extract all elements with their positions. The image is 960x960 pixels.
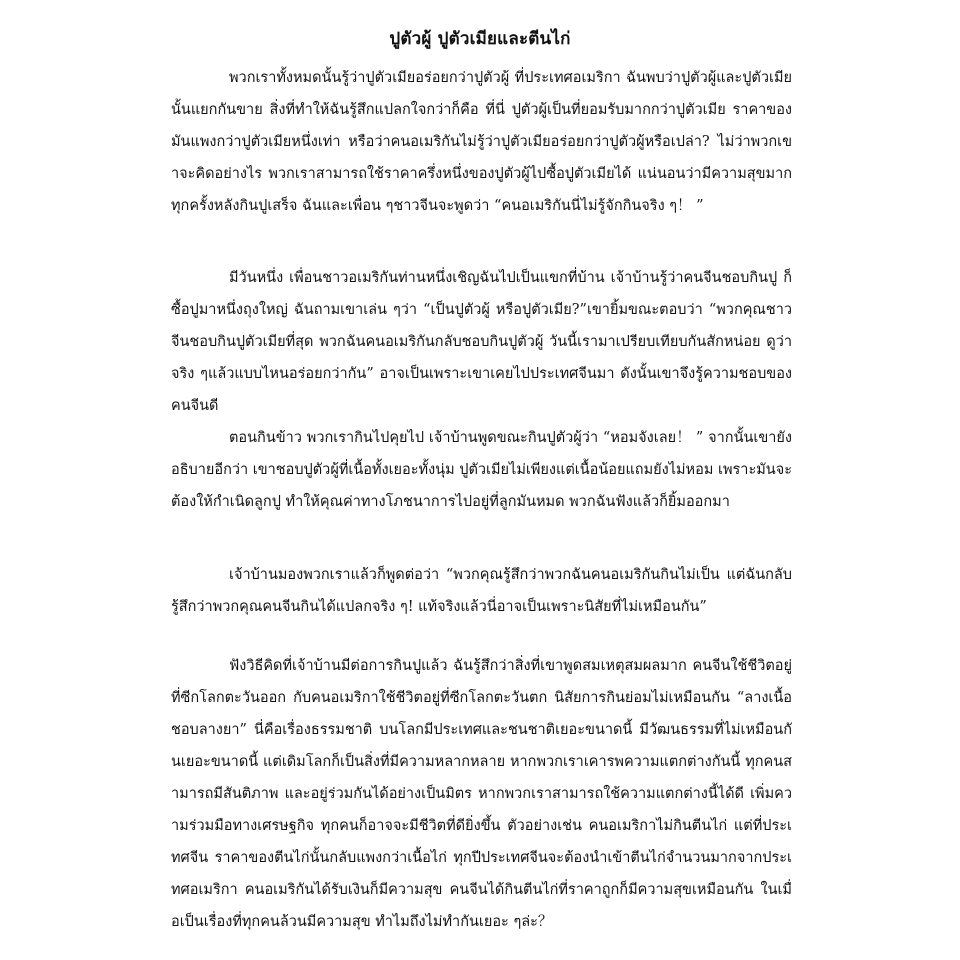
paragraph-3: ตอนกินข้าว พวกเรากินไปคุยไป เจ้าบ้านพูดขณะกินปูตัวผู้ว่า “หอมจังเลย！ ” จากนั้นเขายังอธิบายอีกว่า เขาชอบปูตัวผู้ที่เนื้อทั้งเยอะทั้งนุ่ม ปูตัวเมียไม่เพียงแต่เนื้อน้อยแถมยังไม่หอม เพราะมันจะต้องให้กำเนิดลูกปู ทำให้คุณค่าทางโภชนาการไปอยู่ที่ลูกมันหมด พวกฉันฟังแล้วก็ยิ้มออกมา bbox=[171, 430, 792, 510]
paragraph-5: ฟังวิธีคิดที่เจ้าบ้านมีต่อการกินปูแล้ว ฉันรู้สึกว่าสิ่งที่เขาพูดสมเหตุสมผลมาก คนจีนใช้ชีวิตอยู่ที่ซีกโลกตะวันออก กับคนอเมริกาใช้ชีวิตอยู่ที่ซีกโลกตะวันตก นิสัยการกินย่อมไม่เหมือนกัน “ลางเนื้อชอบลางยา” นี่คือเรื่องธรรมชาติ บนโลกมีประเทศและชนชาติเยอะขนาดนี้ มีวัฒนธรรมที่ไม่เหมือนกันเยอะขนาดนี้ แต่เดิมโลกก็เป็นสิ่งที่มีความหลากหลาย หากพวกเราเคารพความแตกต่างกันนี้ ทุกคนสามารถมีสันติภาพ และอยู่ร่วมกันได้อย่างเป็นมิตร หากพวกเราสามารถใช้ความแตกต่างนี้ได้ดี เพิ่มความร่วมมือทางเศรษฐกิจ ทุกคนก็อาจจะมีชีวิตที่ดียิ่งขึ้น ตัวอย่างเช่น คนอเมริกาไม่กินตีนไก่ แต่ที่ประเทศจีน ราคาของตีนไก่นั้นกลับแพงกว่าเนื้อไก่ ทุกปีประเทศจีนจะต้องนำเข้าตีนไก่จำนวนมากจากประเทศอเมริกา คนอเมริกันได้รับเงินก็มีความสุข คนจีนได้กินตีนไก่ที่ราคาถูกก็มีความสุขเหมือนกัน ในเมื่อเป็นเรื่องที่ทุกคนล้วนมีความสุข ทำไมถึงไม่ทำกันเยอะ ๆล่ะ？ bbox=[171, 658, 792, 930]
document-title: ปูตัวผู้ ปูตัวเมียและตีนไก่ bbox=[389, 29, 571, 49]
paragraph-2: มีวันหนึ่ง เพื่อนชาวอเมริกันท่านหนึ่งเชิญฉันไปเป็นแขกที่บ้าน เจ้าบ้านรู้ว่าคนจีนชอบกินปู ก็ซื้อปูมาหนึ่งถุงใหญ่ ฉันถามเขาเล่น ๆว่า “เป็นปูตัวผู้ หรือปูตัวเมีย?”เขายิ้มขณะตอบว่า “พวกคุณชาวจีนชอบกินปูตัวเมียที่สุด พวกฉันคนอเมริกันกลับชอบกินปูตัวผู้ วันนี้เรามาเปรียบเทียบกันสักหน่อย ดูว่าจริง ๆแล้วแบบไหนอร่อยกว่ากัน” อาจเป็นเพราะเขาเคยไปประเทศจีนมา ดังนั้นเขาจึงรู้ความชอบของคนจีนดี bbox=[171, 270, 792, 414]
paragraph-1: พวกเราทั้งหมดนั้นรู้ว่าปูตัวเมียอร่อยกว่าปูตัวผู้ ที่ประเทศอเมริกา ฉันพบว่าปูตัวผู้และปูตัวเมียนั้นแยกกันขาย สิ่งที่ทำให้ฉันรู้สึกแปลกใจกว่าก็คือ ที่นี่ ปูตัวผู้เป็นที่ยอมรับมากกว่าปูตัวเมีย ราคาของมันแพงกว่าปูตัวเมียหนึ่งเท่า หรือว่าคนอเมริกันไม่รู้ว่าปูตัวเมียอร่อยกว่าปูตัวผู้หรือเปล่า? ไม่ว่าพวกเขาจะคิดอย่างไร พวกเราสามารถใช้ราคาครึ่งหนึ่งของปูตัวผู้ไปซื้อปูตัวเมียได้ แน่นอนว่ามีความสุขมาก ทุกครั้งหลังกินปูเสร็จ ฉันและเพื่อน ๆชาวจีนจะพูดว่า “คนอเมริกันนี่ไม่รู้จักกินจริง ๆ！ ” bbox=[171, 70, 792, 214]
paragraph-4: เจ้าบ้านมองพวกเราแล้วก็พูดต่อว่า “พวกคุณรู้สึกว่าพวกฉันคนอเมริกันกินไม่เป็น แต่ฉันกลับรู้สึกว่าพวกคุณคนจีนกินได้แปลกจริง ๆ! แท้จริงแล้วนี่อาจเป็นเพราะนิสัยที่ไม่เหมือนกัน” bbox=[171, 567, 792, 615]
